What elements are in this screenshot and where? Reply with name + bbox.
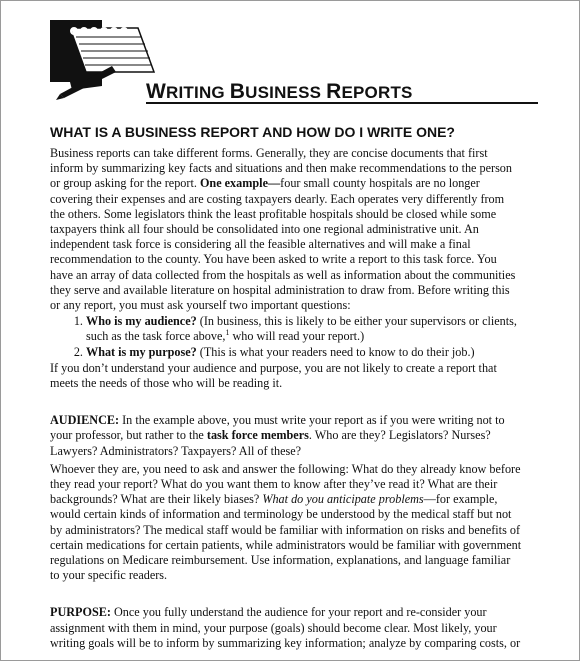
audience-text: . Who are they? Legislators? Nurses? Lawyers? Administrators? Taxpayers? All of these? xyxy=(50,428,491,458)
question-list xyxy=(50,314,522,360)
footnote-marker: 1 xyxy=(225,328,230,338)
list-item xyxy=(86,314,522,344)
intro-text: Business reports can take different forms. Generally, they are concise documents that first inform by summarizing key facts and situations and then make recommendations to the person or group asking for the report. xyxy=(50,146,512,191)
audience-label: AUDIENCE: xyxy=(50,413,120,428)
title-text: EPORTS xyxy=(341,83,413,102)
purpose-text: Once you fully understand the audience for your report and re-consider your assignment with them in mind, your purpose (goals) should become clear. Most likely, your writing goals will be to inform by summarizing key information; analyze by comparing costs, or xyxy=(50,605,521,650)
title-cap: B xyxy=(229,80,246,103)
document-body xyxy=(50,146,522,651)
title-text: USINESS xyxy=(245,83,327,102)
question-text: (This is what your readers need to know to do their job.) xyxy=(196,344,475,359)
intro-text: four small county hospitals are no longer covering their expenses and are costing taxpayers dearly. Each operates very differently from the others. Some legislators think the least profitable hospitals should be closed while some taxpayers think all four should be consolidated into one regional administrative unit. An independent task force is considering all the feasible alternatives and will make a final recommendation to the county. You have been asked to write a report to this task force. You have an array of data collected from the hospitals as well as information about the communities they serve and available literature on hospital administration to draw from. Before writing this or any report, you must ask yourself two important questions: xyxy=(50,176,516,313)
after-list-paragraph: If you don’t understand your audience and purpose, you are not likely to create a report that meets the needs of those who will be reading it. xyxy=(50,360,497,391)
whoever-text: Whoever they are, you need to ask and answer the following: What do they already know before they read your report? What do you want them to know after they’ve read it? What are their backgrounds? What are their likely biases? xyxy=(50,461,521,507)
whoever-paragraph xyxy=(50,462,522,584)
document-title xyxy=(146,80,413,104)
list-item xyxy=(86,345,522,360)
intro-bold: One example— xyxy=(199,176,281,191)
whoever-italic: What do you anticipate problems xyxy=(262,492,424,507)
question-text: who will read your report.) xyxy=(229,329,365,344)
document-header xyxy=(50,20,540,104)
question-text: (In business, this is likely to be either your supervisors or clients, such as the task force above, xyxy=(86,314,517,344)
audience-text: In the example above, you must write your report as if you were writing not to your professor, but rather to the xyxy=(50,413,505,443)
notepad-pen-icon xyxy=(50,20,160,104)
audience-paragraph xyxy=(50,413,522,459)
title-underline xyxy=(146,102,538,104)
question-label: What is my purpose? xyxy=(86,344,197,359)
title-cap: W xyxy=(146,80,167,103)
whoever-text: —for example, would certain kinds of information and terminology be understood by the medical staff but not by administrators? The medical staff would be familiar with information on risks and benefits of certain medications for certain patients, while administrators would be familiar with government regulations on Medicare reimbursement. Use information, explanations, and language familiar to your specific readers. xyxy=(50,492,522,583)
question-label: Who is my audience? xyxy=(86,314,197,329)
purpose-label: PURPOSE: xyxy=(50,605,111,620)
section-heading: WHAT IS A BUSINESS REPORT AND HOW DO I WRITE ONE? xyxy=(50,124,455,140)
intro-paragraph xyxy=(50,146,522,313)
title-cap: R xyxy=(326,80,342,103)
purpose-paragraph xyxy=(50,605,522,651)
audience-bold: task force members xyxy=(206,428,309,443)
title-text: RITING xyxy=(166,83,230,102)
